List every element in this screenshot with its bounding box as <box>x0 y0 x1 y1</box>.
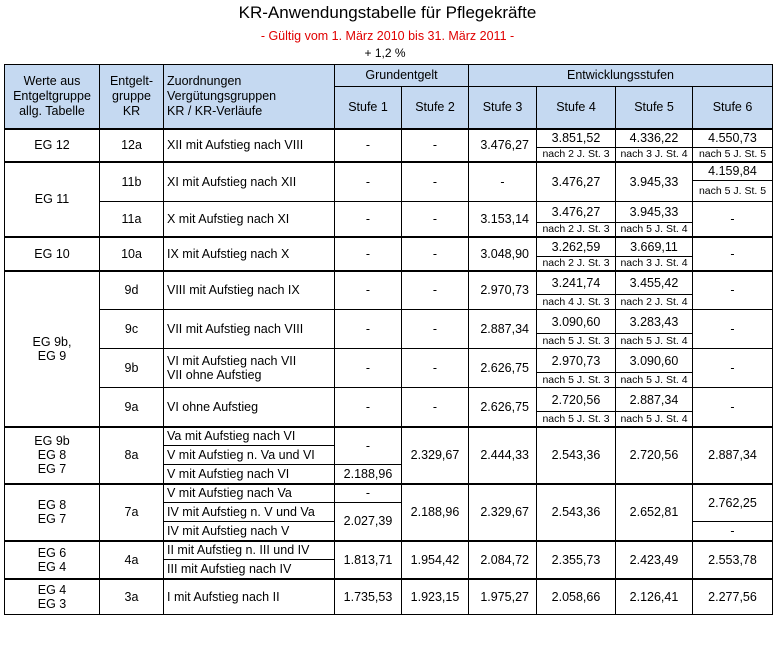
table-row-3a <box>5 579 773 615</box>
header-stufe-2: Stufe 2 <box>402 87 469 129</box>
table-row-11a <box>5 202 773 223</box>
zuordnung-7a-1: V mit Aufstieg nach Va <box>164 484 335 503</box>
value-cell: 3.476,27 <box>537 202 616 223</box>
value-cell: 1.975,27 <box>469 579 537 615</box>
value-cell: 4.550,73 <box>693 129 773 148</box>
step-note: nach 5 J. St. 3 <box>537 373 616 388</box>
value-cell: 3.048,90 <box>469 237 537 271</box>
zuordnung-12a: XII mit Aufstieg nach VIII <box>164 129 335 162</box>
value-cell: 3.262,59 <box>537 237 616 257</box>
header-stufe-1: Stufe 1 <box>335 87 402 129</box>
header-entgeltgruppe-allg: Werte aus Entgeltgruppe allg. Tabelle <box>5 65 100 129</box>
value-cell: 2.543,36 <box>537 484 616 541</box>
value-cell: 2.553,78 <box>693 541 773 579</box>
header-stufe-4: Stufe 4 <box>537 87 616 129</box>
zuordnung-9b: VI mit Aufstieg nach VII VII ohne Aufstieg <box>164 349 335 388</box>
dash-cell: - <box>693 310 773 349</box>
value-cell: 2.188,96 <box>335 465 402 484</box>
kr-4a: 4a <box>100 541 164 579</box>
dash-cell: - <box>335 237 402 271</box>
table-row-9d <box>5 271 773 295</box>
table-row-11b <box>5 162 773 181</box>
step-note: nach 5 J. St. 5 <box>693 148 773 162</box>
group-eg8a: EG 9b EG 8 EG 7 <box>5 427 100 484</box>
value-cell: 3.283,43 <box>616 310 693 334</box>
dash-cell: - <box>469 162 537 202</box>
step-note: nach 3 J. St. 4 <box>616 148 693 162</box>
kr-9a: 9a <box>100 388 164 427</box>
value-cell: 1.954,42 <box>402 541 469 579</box>
step-note: nach 5 J. St. 3 <box>537 412 616 427</box>
zuordnung-8a-1: Va mit Aufstieg nach VI <box>164 427 335 446</box>
table-row-9c <box>5 310 773 334</box>
dash-cell: - <box>693 349 773 388</box>
dash-cell: - <box>402 388 469 427</box>
dash-cell: - <box>402 271 469 310</box>
dash-cell: - <box>335 388 402 427</box>
zuordnung-11b: XI mit Aufstieg nach XII <box>164 162 335 202</box>
value-cell: 3.153,14 <box>469 202 537 237</box>
step-note: nach 5 J. St. 5 <box>693 181 773 202</box>
value-cell: 4.336,22 <box>616 129 693 148</box>
zuordnung-4a-1: II mit Aufstieg n. III und IV <box>164 541 335 560</box>
value-cell: 4.159,84 <box>693 162 773 181</box>
dash-cell: - <box>693 202 773 237</box>
value-cell: 3.945,33 <box>616 202 693 223</box>
value-cell: 2.126,41 <box>616 579 693 615</box>
value-cell: 2.329,67 <box>402 427 469 484</box>
value-cell: 2.762,25 <box>693 484 773 522</box>
dash-cell: - <box>335 484 402 503</box>
zuordnung-4a-2: III mit Aufstieg nach IV <box>164 560 335 579</box>
dash-cell: - <box>693 522 773 541</box>
value-cell: 2.970,73 <box>537 349 616 373</box>
step-note: nach 5 J. St. 4 <box>616 223 693 237</box>
dash-cell: - <box>402 310 469 349</box>
value-cell: 2.084,72 <box>469 541 537 579</box>
group-eg3a: EG 4 EG 3 <box>5 579 100 615</box>
dash-cell: - <box>335 310 402 349</box>
value-cell: 2.720,56 <box>537 388 616 412</box>
step-note: nach 5 J. St. 4 <box>616 334 693 349</box>
value-cell: 3.455,42 <box>616 271 693 295</box>
kr-12a: 12a <box>100 129 164 162</box>
value-cell: 2.329,67 <box>469 484 537 541</box>
group-eg4a: EG 6 EG 4 <box>5 541 100 579</box>
dash-cell: - <box>335 349 402 388</box>
kr-9b: 9b <box>100 349 164 388</box>
value-cell: 3.241,74 <box>537 271 616 295</box>
value-cell: 3.090,60 <box>616 349 693 373</box>
value-cell: 2.188,96 <box>402 484 469 541</box>
header-grundentgelt: Grundentgelt <box>335 65 469 87</box>
table-row-4a <box>5 541 773 560</box>
dash-cell: - <box>693 237 773 271</box>
dash-cell: - <box>335 427 402 465</box>
kr-7a: 7a <box>100 484 164 541</box>
value-cell: 2.355,73 <box>537 541 616 579</box>
dash-cell: - <box>693 271 773 310</box>
zuordnung-9a: VI ohne Aufstieg <box>164 388 335 427</box>
kr-9d: 9d <box>100 271 164 310</box>
dash-cell: - <box>402 349 469 388</box>
table-row-9a <box>5 388 773 412</box>
step-note: nach 4 J. St. 3 <box>537 295 616 310</box>
value-cell: 2.720,56 <box>616 427 693 484</box>
dash-cell: - <box>335 162 402 202</box>
dash-cell: - <box>335 202 402 237</box>
step-note: nach 5 J. St. 4 <box>616 373 693 388</box>
value-cell: 2.970,73 <box>469 271 537 310</box>
step-note: nach 5 J. St. 4 <box>616 412 693 427</box>
step-note: nach 2 J. St. 3 <box>537 223 616 237</box>
value-cell: 2.543,36 <box>537 427 616 484</box>
kr-8a: 8a <box>100 427 164 484</box>
dash-cell: - <box>402 129 469 162</box>
zuordnung-7a-3: IV mit Aufstieg nach V <box>164 522 335 541</box>
step-note: nach 3 J. St. 4 <box>616 257 693 271</box>
kr-3a: 3a <box>100 579 164 615</box>
zuordnung-10a: IX mit Aufstieg nach X <box>164 237 335 271</box>
value-cell: 2.058,66 <box>537 579 616 615</box>
step-note: nach 2 J. St. 3 <box>537 257 616 271</box>
header-stufe-6: Stufe 6 <box>693 87 773 129</box>
dash-cell: - <box>402 202 469 237</box>
zuordnung-7a-2: IV mit Aufstieg n. V und Va <box>164 503 335 522</box>
value-cell: 3.851,52 <box>537 129 616 148</box>
table-row-8a <box>5 427 773 446</box>
table-row-eg12 <box>5 129 773 148</box>
value-cell: 1.735,53 <box>335 579 402 615</box>
header-stufe-3: Stufe 3 <box>469 87 537 129</box>
value-cell: 2.444,33 <box>469 427 537 484</box>
value-cell: 2.887,34 <box>616 388 693 412</box>
step-note: nach 2 J. St. 4 <box>616 295 693 310</box>
value-cell: 2.423,49 <box>616 541 693 579</box>
kr-9c: 9c <box>100 310 164 349</box>
group-eg12: EG 12 <box>5 129 100 162</box>
table-row-9b <box>5 349 773 373</box>
header-stufe-5: Stufe 5 <box>616 87 693 129</box>
page-title: KR-Anwendungstabelle für Pflegekräfte <box>238 3 537 22</box>
value-cell: 2.626,75 <box>469 349 537 388</box>
group-eg9: EG 9b, EG 9 <box>5 271 100 427</box>
dash-cell: - <box>335 271 402 310</box>
value-cell: 2.626,75 <box>469 388 537 427</box>
dash-cell: - <box>693 388 773 427</box>
header-entgeltgruppe-kr: Entgelt- gruppe KR <box>100 65 164 129</box>
value-cell: 1.923,15 <box>402 579 469 615</box>
value-cell: 3.669,11 <box>616 237 693 257</box>
value-cell: 3.476,27 <box>537 162 616 202</box>
zuordnung-9d: VIII mit Aufstieg nach IX <box>164 271 335 310</box>
header-zuordnungen: Zuordnungen Vergütungsgruppen KR / KR-Verläufe <box>164 65 335 129</box>
dash-cell: - <box>335 129 402 162</box>
table-row-eg10 <box>5 237 773 257</box>
value-cell: 2.887,34 <box>469 310 537 349</box>
value-cell: 2.027,39 <box>335 503 402 541</box>
group-eg11: EG 11 <box>5 162 100 237</box>
value-cell: 2.277,56 <box>693 579 773 615</box>
group-eg7a: EG 8 EG 7 <box>5 484 100 541</box>
zuordnung-3a: I mit Aufstieg nach II <box>164 579 335 615</box>
value-cell: 3.090,60 <box>537 310 616 334</box>
table-row-7a <box>5 484 773 503</box>
kr-10a: 10a <box>100 237 164 271</box>
value-cell: 2.652,81 <box>616 484 693 541</box>
dash-cell: - <box>402 162 469 202</box>
group-eg10: EG 10 <box>5 237 100 271</box>
zuordnung-8a-2: V mit Aufstieg n. Va und VI <box>164 446 335 465</box>
header-entwicklungsstufen: Entwicklungsstufen <box>469 65 773 87</box>
value-cell: 3.945,33 <box>616 162 693 202</box>
increase-label: + 1,2 % <box>364 46 406 60</box>
zuordnung-9c: VII mit Aufstieg nach VIII <box>164 310 335 349</box>
value-cell: 1.813,71 <box>335 541 402 579</box>
dash-cell: - <box>402 237 469 271</box>
value-cell: 2.887,34 <box>693 427 773 484</box>
kr-11b: 11b <box>100 162 164 202</box>
value-cell: 3.476,27 <box>469 129 537 162</box>
kr-11a: 11a <box>100 202 164 237</box>
zuordnung-8a-3: V mit Aufstieg nach VI <box>164 465 335 484</box>
validity-period: - Gültig vom 1. März 2010 bis 31. März 2011 - <box>260 29 515 43</box>
step-note: nach 5 J. St. 3 <box>537 334 616 349</box>
step-note: nach 2 J. St. 3 <box>537 148 616 162</box>
zuordnung-11a: X mit Aufstieg nach XI <box>164 202 335 237</box>
pay-table <box>4 64 773 615</box>
